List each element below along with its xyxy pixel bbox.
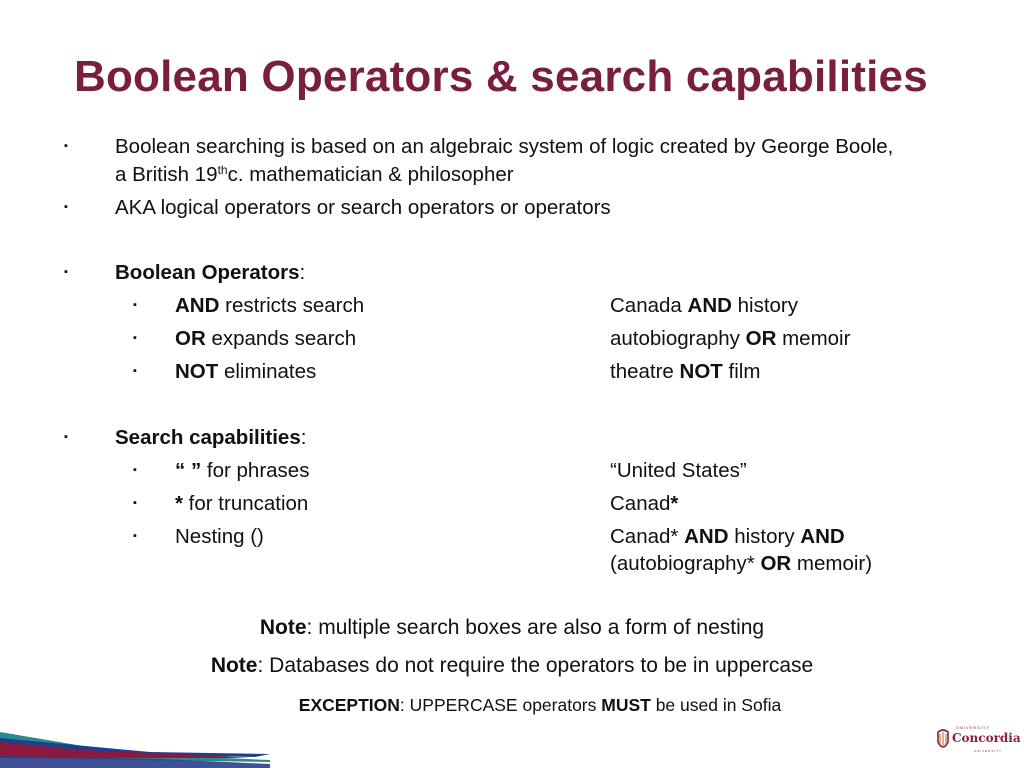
operator-and: AND restricts search (175, 294, 365, 317)
operator-or: OR expands search (175, 327, 357, 350)
bullet-icon: ▪ (133, 464, 137, 476)
bullet-icon: ▪ (64, 140, 68, 152)
capability-nesting-example-line-1: Canad* AND history AND (610, 525, 845, 548)
exception-note: EXCEPTION: UPPERCASE operators MUST be used in Sofia (298, 695, 782, 715)
logo-name: Concordia (952, 731, 1021, 745)
bullet-icon: ▪ (64, 431, 68, 443)
logo-university-bottom: UNIVERSITY (974, 749, 1003, 753)
logo-university-top: UNIVERSITY (956, 725, 991, 730)
intro-line-2: a British 19thc. mathematician & philosopher (115, 163, 514, 186)
operator-or-example: autobiography OR memoir (610, 327, 851, 350)
concordia-logo (934, 725, 1021, 757)
decorative-stripe (0, 728, 270, 768)
intro-line-3: AKA logical operators or search operators or operators (115, 196, 611, 219)
bullet-icon: ▪ (133, 530, 137, 542)
capabilities-heading: Search capabilities: (115, 426, 307, 449)
bullet-icon: ▪ (133, 299, 137, 311)
note-1: Note: multiple search boxes are also a form of nesting (259, 616, 765, 639)
bullet-icon: ▪ (133, 332, 137, 344)
intro-line-1: Boolean searching is based on an algebraic system of logic created by George Boole, (115, 135, 894, 158)
operator-not: NOT eliminates (175, 360, 317, 383)
bullet-icon: ▪ (64, 266, 68, 278)
concordia-crest-icon (936, 728, 950, 754)
capability-nesting: Nesting () (175, 525, 264, 548)
capability-truncation: * for truncation (175, 492, 309, 515)
capability-nesting-example-line-2: (autobiography* OR memoir) (610, 552, 873, 575)
operators-heading: Boolean Operators: (115, 261, 306, 284)
capability-phrases-example: “United States” (610, 459, 747, 482)
note-2: Note: Databases do not require the operators to be in uppercase (210, 654, 814, 677)
capability-truncation-example: Canad* (610, 492, 679, 515)
bullet-icon: ▪ (133, 365, 137, 377)
operator-and-example: Canada AND history (610, 294, 799, 317)
operator-not-example: theatre NOT film (610, 360, 761, 383)
capability-phrases: “ ” for phrases (175, 459, 310, 482)
bullet-icon: ▪ (64, 201, 68, 213)
slide-title: Boolean Operators & search capabilities (74, 52, 928, 101)
bullet-icon: ▪ (133, 497, 137, 509)
